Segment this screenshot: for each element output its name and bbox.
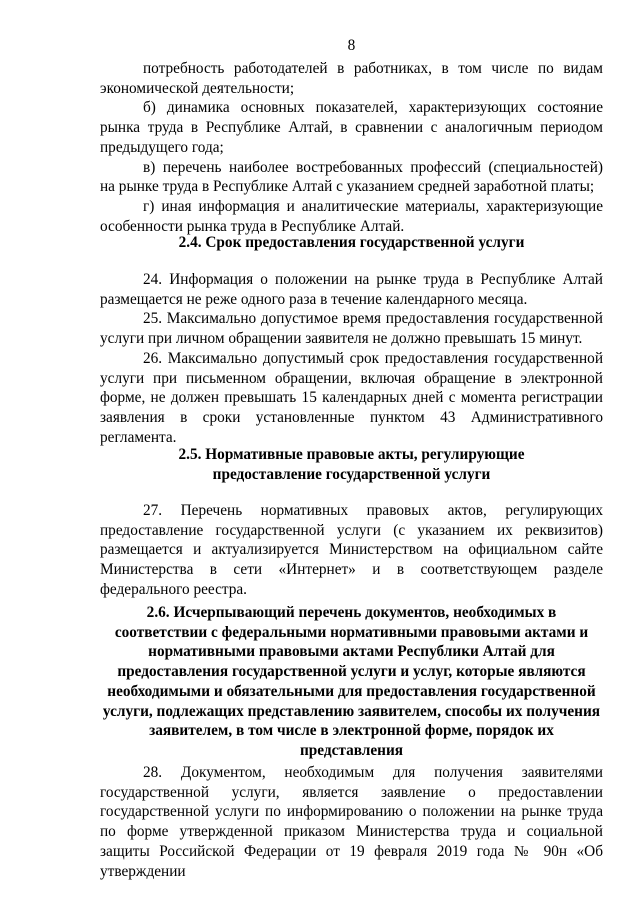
section-2-5-body <box>100 501 603 600</box>
page-number: 8 <box>347 37 356 54</box>
paragraph-25: 25. Максимально допустимое время предоставления государственной услуги при личном обращении заявителя не должно превышать 15 минут. <box>100 310 603 348</box>
section-2-6-heading: 2.6. Исчерпывающий перечень документов, необходимых в соответствии с федеральными нормативными правовыми актами и нормативными правовыми актами Республики Алтай для предоставления государственной услуги и услуг, которые являются необходимыми и обязательными для предоставления государственной услуги, подлежащих представлению заявителем, способы их получения заявителем, в том числе в электронной форме, порядок их представления <box>102 604 601 759</box>
section-2-5-heading-line1: 2.5. Нормативные правовые акты, регулирующие <box>178 446 525 463</box>
paragraph-24: 24. Информация о положении на рынке труда в Республике Алтай размещается не реже одного раза в течение календарного месяца. <box>100 271 603 308</box>
section-2-4-body <box>100 270 603 447</box>
section-2-6-body <box>100 763 603 881</box>
list-item-g: г) иная информация и аналитические материалы, характеризующие особенности рынка труда в Республике Алтай. <box>100 197 603 235</box>
section-2-5-heading-line2: предоставление государственной услуги <box>212 465 491 483</box>
list-item-a-continuation: потребность работодателей в работниках, в том числе по видам экономической деятельности; <box>100 60 603 97</box>
intro-list <box>100 59 603 236</box>
list-item-v: в) перечень наиболее востребованных профессий (специальностей) на рынке труда в Республике Алтай с указанием средней заработной платы; <box>100 158 603 196</box>
section-2-4 <box>100 233 603 253</box>
section-2-5 <box>100 445 603 484</box>
paragraph-28: 28. Документом, необходимым для получения заявителями государственной услуги, является заявление о предоставлении государственной услуги по информированию о положении на рынке труда по форме утвержденной приказом Министерства труда и социальной защиты Российской Федерации от 19 февраля 2019 года № 90н «Об утверждении <box>100 764 603 880</box>
section-2-4-heading: 2.4. Срок предоставления государственной услуги <box>178 234 525 251</box>
list-item-b: б) динамика основных показателей, характеризующих состояние рынка труда в Республике Алтай, в сравнении с аналогичным периодом предыдущего года; <box>100 99 603 156</box>
paragraph-27: 27. Перечень нормативных правовых актов, регулирующих предоставление государственной услуги (с указанием их реквизитов) размещается и актуализируется Министерством на официальном сайте Министерства в сети «Интернет» и в соответствующем разделе федерального реестра. <box>100 502 603 598</box>
section-2-6 <box>100 603 603 761</box>
paragraph-26: 26. Максимально допустимый срок предоставления государственной услуги при письменном обращении, включая обращение в электронной форме, не должен превышать 15 календарных дней с момента регистрации заявления в сроки установленные пунктом 43 Административного регламента. <box>100 349 603 446</box>
